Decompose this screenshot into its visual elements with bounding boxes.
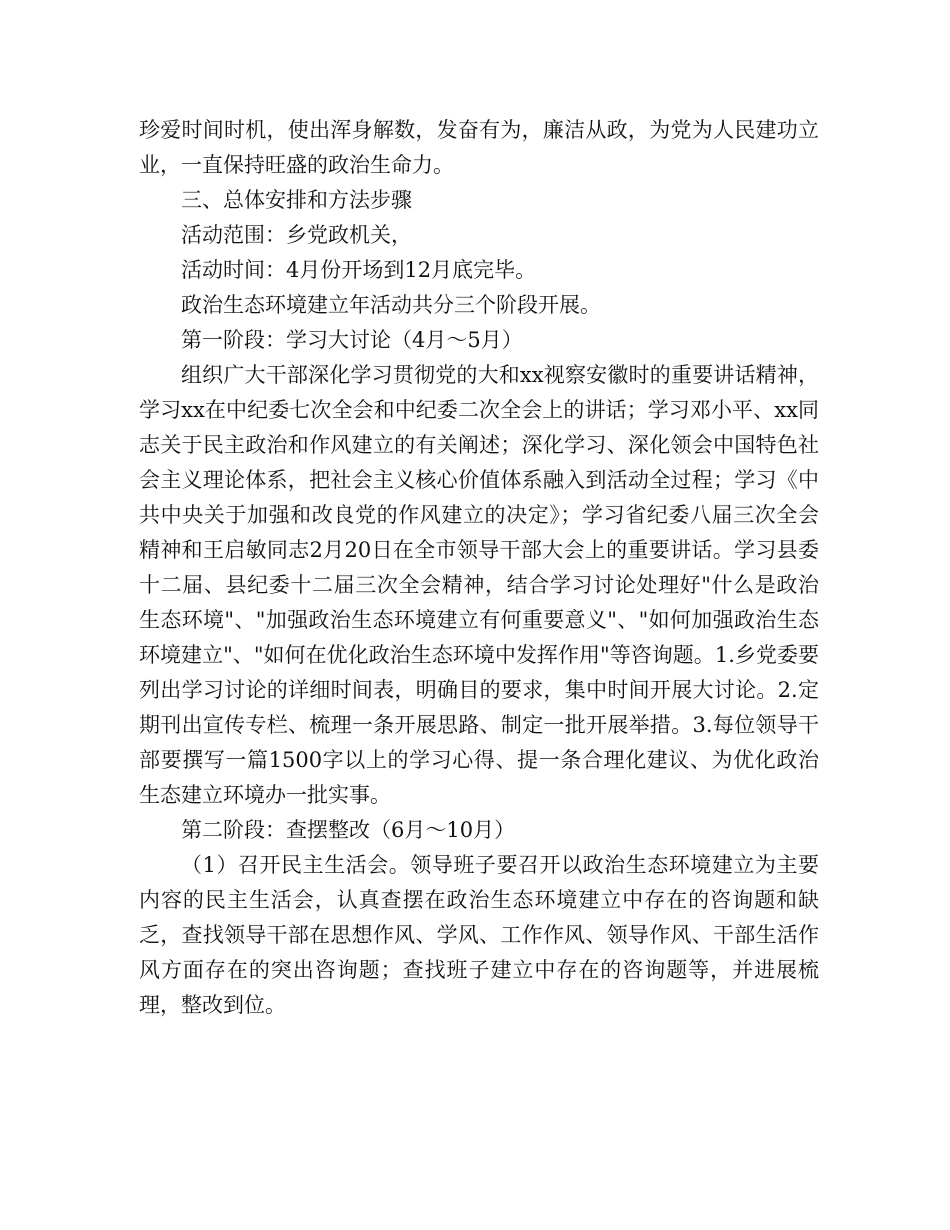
paragraph-continuation: 珍爱时间时机，使出浑身解数，发奋有为，廉洁从政，为党为人民建功立业，一直保持旺盛的政治生命力。 bbox=[139, 118, 819, 177]
section-heading: 三、总体安排和方法步骤 bbox=[181, 188, 412, 212]
stage-one-heading: 第一阶段：学习大讨论（4月～5月） bbox=[181, 328, 523, 352]
document-body bbox=[139, 113, 819, 1023]
stage-one-body: 组织广大干部深化学习贯彻党的大和xx视察安徽时的重要讲话精神，学习xx在中纪委七次全会和中纪委二次全会上的讲话；学习邓小平、xx同志关于民主政治和作风建立的有关阐述；深化学习、深化领会中国特色社会主义理论体系，把社会主义核心价值体系融入到活动全过程；学习《中共中央关于加强和改良党的作风建立的决定》；学习省纪委八届三次全会精神和王启敏同志2月20日在全市领导干部大会上的重要讲话。学习县委十二届、县纪委十二届三次全会精神，结合学习讨论处理好"什么是政治生态环境"、"加强政治生态环境建立有何重要意义"、"如何加强政治生态环境建立"、"如何在优化政治生态环境中发挥作用"等咨询题。1.乡党委要列出学习讨论的详细时间表，明确目的要求，集中时间开展大讨论。2.定期刊出宣传专栏、梳理一条开展思路、制定一批开展举措。3.每位领导干部要撰写一篇1500字以上的学习心得、提一条合理化建议、为优化政治生态建立环境办一批实事。 bbox=[139, 363, 819, 807]
activity-scope: 活动范围：乡党政机关， bbox=[181, 223, 412, 247]
stages-intro: 政治生态环境建立年活动共分三个阶段开展。 bbox=[181, 293, 601, 317]
stage-two-heading: 第二阶段：查摆整改（6月～10月） bbox=[181, 818, 516, 842]
activity-time: 活动时间：4月份开场到12月底完毕。 bbox=[181, 258, 537, 282]
stage-two-item-one: （1）召开民主生活会。领导班子要召开以政治生态环境建立为主要内容的民主生活会，认真查摆在政治生态环境建立中存在的咨询题和缺乏，查找领导干部在思想作风、学风、工作作风、领导作风、干部生活作风方面存在的突出咨询题；查找班子建立中存在的咨询题等，并进展梳理，整改到位。 bbox=[139, 853, 819, 1017]
